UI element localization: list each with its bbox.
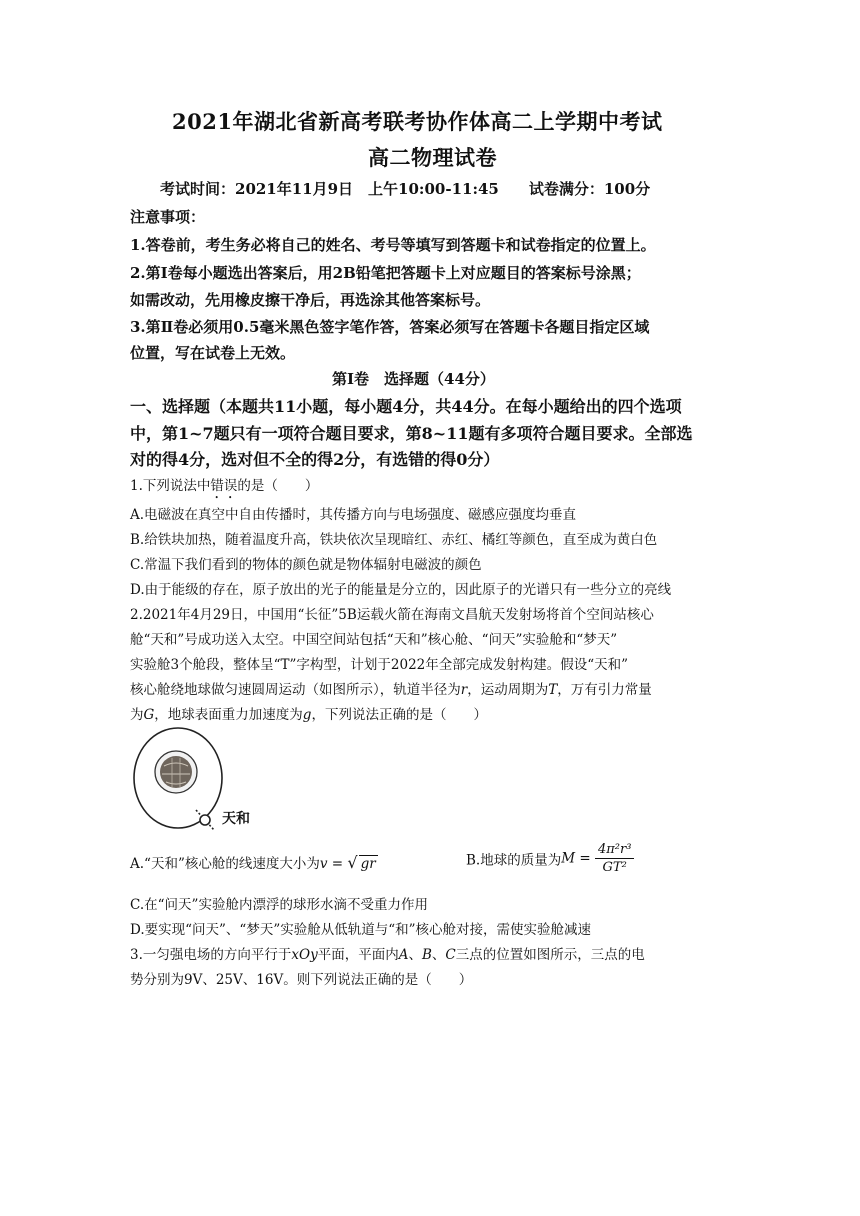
q2-option-b-text: B.地球的质量为 — [466, 852, 562, 869]
q3-line-1-text-c: 三点的位置如图所示，三点的电 — [455, 947, 645, 963]
q3-separator: 、 — [431, 947, 446, 963]
q2-line-4-text: 核心舱绕地球做匀速圆周运动（如图所示），轨道半径为 — [130, 682, 461, 698]
note-item-2-line-1: 2.第Ⅰ卷每小题选出答案后，用2B铅笔把答题卡上对应题目的答案标号涂黑； — [130, 264, 641, 282]
orbit-figure — [128, 722, 268, 834]
q2-option-a-velocity: v — [319, 856, 328, 872]
note-item-1: 1.答卷前，考生务必将自己的姓名、考号等填写到答题卡和试卷指定的位置上。 — [130, 236, 656, 254]
section-intro-line-3: 对的得4分，选对但不全的得2分，有选错的得0分） — [130, 450, 500, 469]
section-intro-line-1: 一、选择题（本题共11小题，每小题4分，共44分。在每小题给出的四个选项 — [130, 397, 682, 416]
earth-landmass — [160, 756, 192, 788]
q3-potential-3: 16V — [256, 972, 284, 988]
q3-stem-line-1 — [130, 943, 645, 963]
q2-line-4-text-c: ，万有引力常量 — [557, 682, 652, 698]
section-intro-line-2: 中，第1~7题只有一项符合题目要求，第8~11题有多项符合题目要求。全部选 — [130, 424, 693, 443]
q2-symbol-T: T — [548, 682, 558, 698]
figure-label-tianhe: 天和 — [222, 811, 250, 827]
q3-stem-line-2 — [130, 968, 472, 988]
note-item-3-line-1: 3.第Ⅱ卷必须用0.5毫米黑色签字笔作答，答案必须写在答题卡各题目指定区域 — [130, 318, 650, 336]
note-item-3-line-2: 位置，写在试卷上无效。 — [130, 344, 296, 362]
q3-separator: 、 — [408, 947, 422, 963]
q1-option-a: A.电磁波在真空中自由传播时，其传播方向与电场强度、磁感应强度均垂直 — [130, 507, 577, 523]
note-item-2-line-2: 如需改动，先用橡皮擦干净后，再选涂其他答案标号。 — [130, 291, 491, 309]
q2-option-b — [466, 842, 634, 875]
q2-symbol-r: r — [460, 682, 468, 698]
q2-line-5-text: 为 — [130, 707, 144, 723]
q2-option-b-fraction — [595, 842, 634, 875]
q2-symbol-g: g — [302, 707, 312, 723]
q3-point-a: A — [398, 947, 409, 963]
q2-option-a-text: A.“天和”核心舱的线速度大小为 — [130, 856, 320, 872]
exam-title: 2021年湖北省新高考联考协作体高二上学期中考试 — [172, 109, 663, 134]
q2-option-d: D.要实现“问天”、“梦天”实验舱从低轨道与“和”核心舱对接，需使实验舱减速 — [130, 922, 592, 938]
paper-subtitle: 高二物理试卷 — [368, 145, 497, 170]
q1-option-d: D.由于能级的存在，原子放出的光子的能量是分立的，因此原子的光谱只有一些分立的亮线 — [130, 582, 672, 598]
q1-stem-emphasis: 错误 — [210, 478, 238, 494]
exam-info: 考试时间：2021年11月9日 上午10:00-11:45 试卷满分：100分 — [160, 180, 651, 198]
q2-stem-line-1: 2.2021年4月29日，中国用“长征”5B运载火箭在海南文昌航天发射场将首个空间站核心 — [130, 607, 654, 623]
q2-option-a — [130, 852, 378, 872]
space-station-tianhe — [200, 815, 210, 825]
q1-stem — [130, 474, 318, 502]
q2-stem-line-2: 舱“天和”号成功送入太空。中国空间站包括“天和”核心舱、“问天”实验舱和“梦天” — [130, 632, 618, 648]
q1-stem-text: 1.下列说法中 — [130, 478, 211, 494]
q3-line-2-text-b: 。则下列说法正确的是（ ） — [283, 972, 473, 988]
q2-line-5-text-c: ，下列说法正确的是（ ） — [311, 707, 487, 723]
q3-plane-xoy: xOy — [291, 947, 318, 963]
q3-line-2-text: 势分别为 — [130, 972, 184, 988]
sqrt-icon: √ — [347, 853, 358, 872]
q3-potential-1: 9V — [184, 972, 203, 988]
q1-option-b: B.给铁块加热，随着温度升高，铁块依次呈现暗红、赤红、橘红等颜色，直至成为黄白色 — [130, 532, 658, 548]
q1-option-c: C.常温下我们看到的物体的颜色就是物体辐射电磁波的颜色 — [130, 557, 482, 573]
q2-option-c: C.在“问天”实验舱内漂浮的球形水滴不受重力作用 — [130, 897, 428, 913]
q3-separator: 、 — [242, 972, 257, 988]
notes-heading: 注意事项： — [130, 208, 206, 226]
q2-option-b-equals: = — [575, 850, 595, 867]
q2-option-a-equals: = — [327, 856, 348, 872]
q3-line-1-text-b: 平面，平面内 — [317, 947, 399, 963]
q3-separator: 、 — [202, 972, 216, 988]
q1-stem-tail: 的是（ ） — [237, 478, 319, 494]
q2-symbol-G: G — [143, 707, 155, 723]
fraction-denominator: GT² — [602, 860, 627, 875]
q2-line-4-text-b: ，运动周期为 — [467, 682, 549, 698]
q3-point-c: C — [445, 947, 456, 963]
q2-stem-line-3: 实验舱3个舱段，整体呈“T”字构型，计划于2022年全部完成发射构建。假设“天和” — [130, 657, 629, 673]
q2-stem-line-5 — [130, 703, 487, 723]
section-heading: 第Ⅰ卷 选择题（44分） — [332, 370, 495, 388]
q2-option-a-radicand: gr — [360, 856, 376, 872]
q2-line-5-text-b: ，地球表面重力加速度为 — [154, 707, 303, 723]
q3-point-b: B — [421, 947, 432, 963]
q2-stem-line-4 — [130, 678, 652, 698]
q2-option-b-mass: M — [561, 850, 576, 867]
q3-line-1-text: 3.一匀强电场的方向平行于 — [130, 947, 292, 963]
fraction-numerator: 4π²r³ — [595, 842, 634, 859]
q3-potential-2: 25V — [215, 972, 243, 988]
